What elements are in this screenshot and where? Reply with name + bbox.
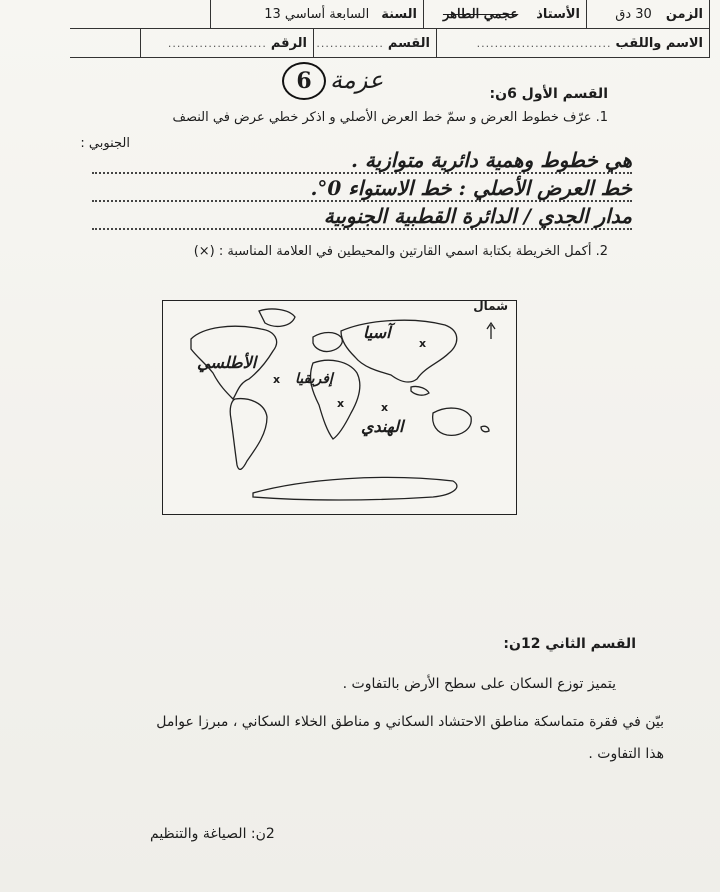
- map-label-africa: إفريقيا: [295, 371, 333, 387]
- duration-cell: [586, 0, 710, 28]
- section2-line-2: بيّن في فقرة متماسكة مناطق الاحتشاد السكاني و مناطق الخلاء السكاني ، مبرزا عوامل: [156, 714, 664, 730]
- x-mark-asia: x: [419, 337, 427, 350]
- section1-title: القسم الأول 6ن:: [489, 86, 608, 102]
- map-label-asia: آسيا: [363, 323, 391, 342]
- map-label-indian: الهندي: [361, 417, 404, 436]
- x-mark-atlantic: x: [273, 373, 281, 386]
- x-mark-indian: x: [381, 401, 389, 414]
- number-blank: ......................: [167, 36, 267, 50]
- level-value: السابعة أساسي 13: [264, 6, 370, 22]
- section2-footer: 2ن: الصياغة والتنظيم: [150, 826, 275, 842]
- section2-line-1: يتميز توزع السكان على سطح الأرض بالتفاوت .: [342, 676, 616, 692]
- duration-value: 30 دق: [615, 6, 652, 22]
- world-map: [162, 300, 517, 515]
- duration-label: الزمن: [665, 6, 703, 22]
- answer-line-1: هي خطوط وهمية دائرية متوازية .: [92, 148, 632, 174]
- class-label: القسم: [387, 35, 430, 51]
- name-label: الاسم واللقب: [615, 35, 703, 51]
- name-blank: ..............................: [476, 36, 612, 50]
- class-cell: [313, 29, 436, 57]
- section2-title: القسم الثاني 12ن:: [503, 636, 636, 652]
- x-mark-africa: x: [337, 397, 345, 410]
- number-label: الرقم: [270, 35, 307, 51]
- question1-text-cont: الجنوبي :: [80, 136, 130, 151]
- question2-text: 2. أكمل الخريطة بكتابة اسمي القارتين والمحيطين في العلامة المناسبة : (×): [193, 244, 608, 259]
- question1-text: 1. عرّف خطوط العرض و سمّ خط العرض الأصلي و اذكر خطي عرض في النصف: [172, 110, 608, 125]
- name-cell: [436, 29, 710, 57]
- exam-header: [70, 0, 710, 60]
- level-cell: [210, 0, 423, 28]
- teacher-cell: [423, 0, 586, 28]
- class-blank: ...............: [316, 36, 384, 50]
- level-label: السنة: [381, 6, 417, 22]
- score-circle: 6: [282, 62, 326, 100]
- north-label: شمال: [473, 299, 508, 313]
- teacher-label: الأستاذ: [536, 6, 580, 22]
- teacher-name: عجمي الطاهر: [442, 6, 519, 22]
- map-label-atlantic: الأطلسي: [197, 353, 257, 372]
- answer-line-2: خط العرض الأصلي : خط الاستواء 0°.: [92, 176, 632, 202]
- answer-line-3: مدار الجدي / الدائرة القطبية الجنوبية: [92, 204, 632, 230]
- section2-line-3: هذا التفاوت .: [588, 746, 664, 762]
- number-cell: [140, 29, 313, 57]
- grade-word: عزمة: [330, 66, 384, 94]
